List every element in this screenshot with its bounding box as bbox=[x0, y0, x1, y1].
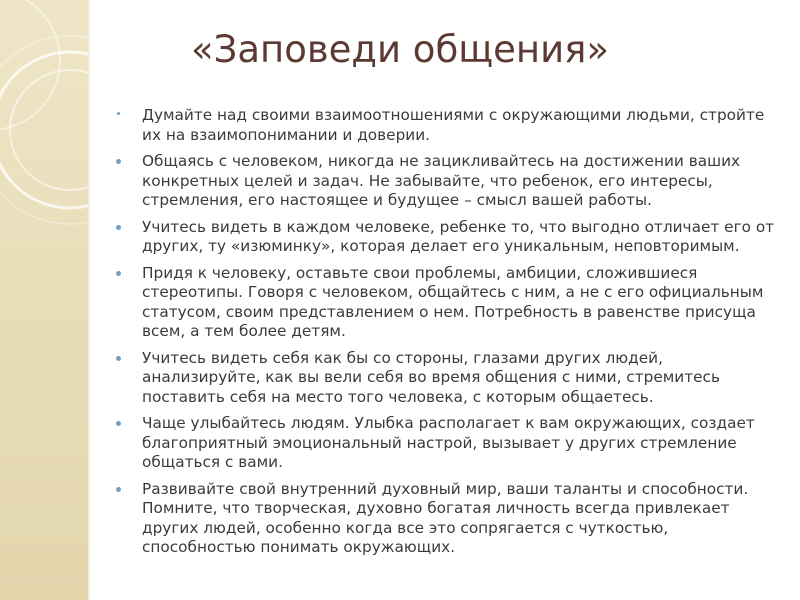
bullet-dot-icon bbox=[116, 421, 121, 426]
panel-divider bbox=[88, 0, 90, 600]
bullet-dot-icon bbox=[116, 356, 121, 361]
bullet-dot-icon bbox=[116, 225, 121, 230]
bullet-item bbox=[110, 106, 780, 145]
bullet-item bbox=[110, 480, 780, 558]
bullet-item bbox=[110, 414, 780, 473]
bullet-dot-icon bbox=[116, 271, 121, 276]
bullet-list bbox=[110, 106, 780, 565]
bullet-text: Чаще улыбайтесь людям. Улыбка располагает к вам окружающих, создает благоприятный эмоциональный настрой, вызывает у других стремление общаться с вами. bbox=[142, 414, 755, 471]
bullet-dot-icon bbox=[116, 159, 121, 164]
bullet-item bbox=[110, 152, 780, 211]
bullet-item bbox=[110, 349, 780, 408]
bullet-dot-icon bbox=[116, 487, 121, 492]
bullet-dot-icon bbox=[117, 112, 120, 115]
bullet-item bbox=[110, 218, 780, 257]
bullet-text: Развивайте свой внутренний духовный мир, ваши таланты и способности. Помните, что творческая, духовно богатая личность всегда привлекает других людей, особенно когда все это сопрягается с чуткостью, способностью понимать окружающих. bbox=[142, 479, 749, 556]
bullet-text: Общаясь с человеком, никогда не зацикливайтесь на достижении ваших конкретных целей и задач. Не забывайте, что ребенок, его интересы, стремления, его настоящее и будущее – смысл вашей работы. bbox=[142, 152, 741, 209]
decorative-side-panel bbox=[0, 0, 88, 600]
bullet-text: Учитесь видеть себя как бы со стороны, глазами других людей, анализируйте, как вы вели себя во время общения с ними, стремитесь поставить себя на место того человека, с которым общаетесь. bbox=[142, 348, 720, 406]
slide-title: «Заповеди общения» bbox=[190, 28, 610, 71]
bullet-text: Думайте над своими взаимоотношениями с окружающими людьми, стройте их на взаимопонимании и доверии. bbox=[142, 106, 765, 144]
bullet-text: Придя к человеку, оставьте свои проблемы, амбиции, сложившиеся стереотипы. Говоря с человеком, общайтесь с ним, а не с его официальным статусом, своим представлением о нем. Потребность в равенстве присуща всем, а тем более детям. bbox=[142, 263, 764, 340]
bullet-item bbox=[110, 264, 780, 342]
bullet-text: Учитесь видеть в каждом человеке, ребенке то, что выгодно отличает его от других, ту «изюминку», которая делает его уникальным, неповторимым. bbox=[142, 217, 775, 255]
